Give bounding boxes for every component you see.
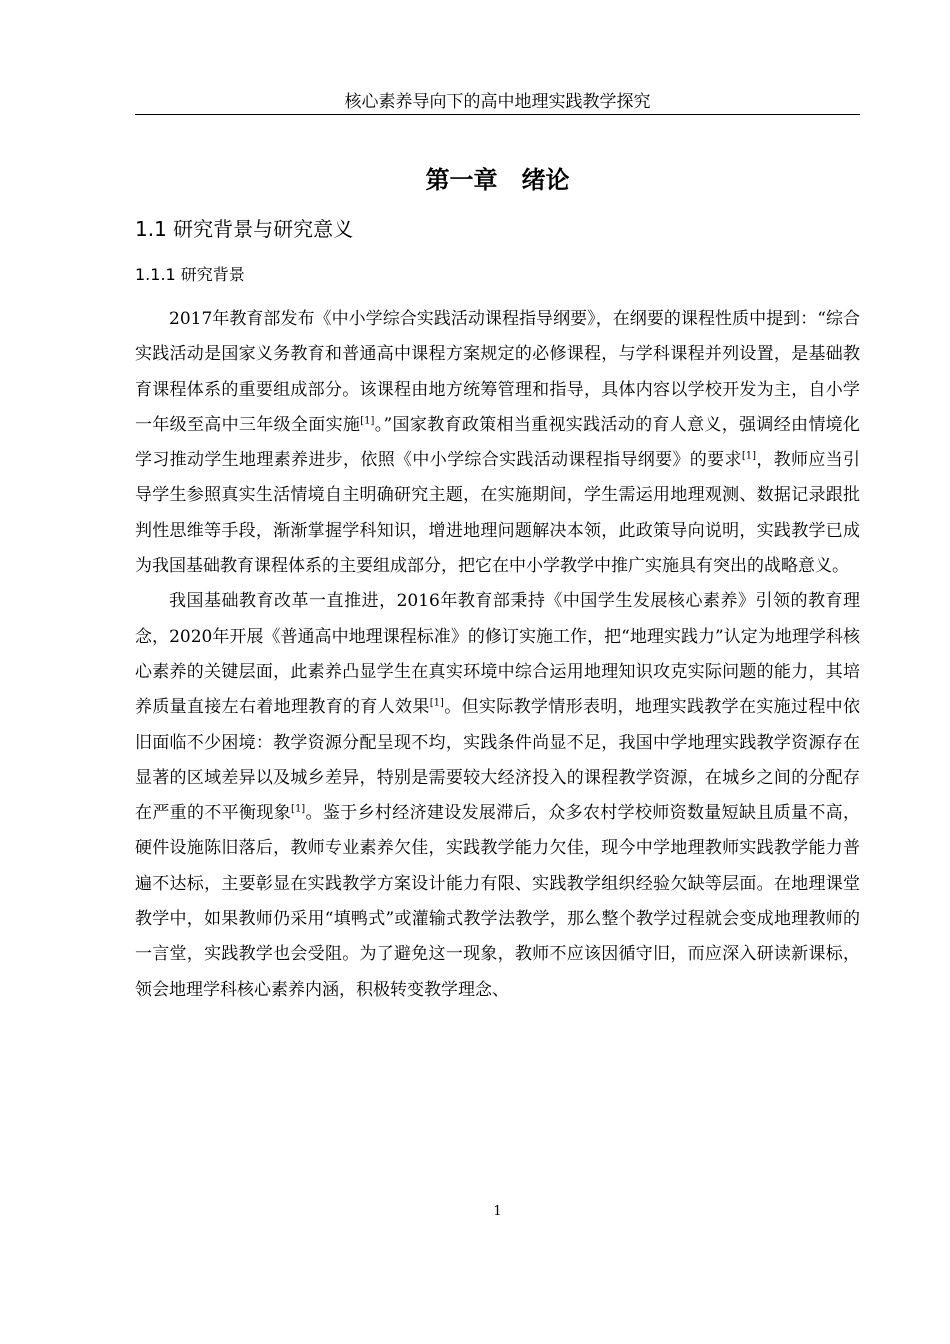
citation: [1] [429,697,444,709]
header-rule [135,114,860,115]
paragraph-text: ，教师应当引导学生参照真实生活情境自主明确研究主题，在实施期间，学生需运用地理观测、数据记录跟批判性思维等手段，渐渐掌握学科知识，增进地理问题解决本领，此政策导向说明，实践教学已成为我国基础教育课程体系的主要组成部分，把它在中小学教学中推广实施具有突出的战略意义。 [135,450,861,577]
section-heading: 1.1 研究背景与研究意义 [135,217,354,241]
running-header: 核心素养导向下的高中地理实践教学探究 [344,92,651,112]
page-number: 1 [493,1204,502,1219]
paragraph-text: 。但实际教学情形表明，地理实践教学在实施过程中依旧面临不少困境：教学资源分配呈现不均，实践条件尚显不足，我国中学地理实践教学资源存在显著的区域差异以及城乡差异，特别是需要较大经济投入的课程教学资源，在城乡之间的分配存在严重的不平衡现象 [135,697,860,824]
paragraph-text: 。鉴于乡村经济建设发展滞后，众多农村学校师资数量短缺且质量不高，硬件设施陈旧落后，教师专业素养欠佳，实践教学能力欠佳，现今中学地理教师实践教学能力普遍不达标，主要彰显在实践教学方案设计能力有限、实践教学组织经验欠缺等层面。在地理课堂教学中，如果教师仍采用“填鸭式”或灌输式教学法教学，那么整个教学过程就会变成地理教师的一言堂，实践教学也会受阻。为了避免这一现象，教师不应该因循守旧，而应深入研读新课标，领会地理学科核心素养内涵，积极转变教学理念、 [135,803,861,1000]
citation: [1] [741,450,756,462]
chapter-title: 第一章 绪论 [425,166,570,194]
body-text [135,302,860,1008]
paragraph-text: 2017年教育部发布《中小学综合实践活动课程指导纲要》，在纲要的课程性质中提到：“综合实践活动是国家义务教育和普通高中课程方案规定的必修课程，与学科课程并列设置，是基础教育课程体系的重要组成部分。该课程由地方统筹管理和指导，具体内容以学校开发为主，自小学一年级至高中三年级全面实施 [135,309,860,435]
citation: [1] [360,415,375,427]
paragraph-2 [135,584,860,1008]
citation: [1] [291,803,306,815]
paragraph-text: 我国基础教育改革一直推进，2016年教育部秉持《中国学生发展核心素养》引领的教育理念，2020年开展《普通高中地理课程标准》的修订实施工作，把“地理实践力”认定为地理学科核心素养的关键层面，此素养凸显学生在真实环境中综合运用地理知识攻克实际问题的能力，其培养质量直接左右着地理教育的育人效果 [135,591,860,718]
paragraph-text: 。”国家教育政策相当重视实践活动的育人意义，强调经由情境化学习推动学生地理素养进步，依照《中小学综合实践活动课程指导纲要》的要求 [135,414,860,471]
subsection-heading: 1.1.1 研究背景 [135,265,245,284]
paragraph-1 [135,302,860,584]
